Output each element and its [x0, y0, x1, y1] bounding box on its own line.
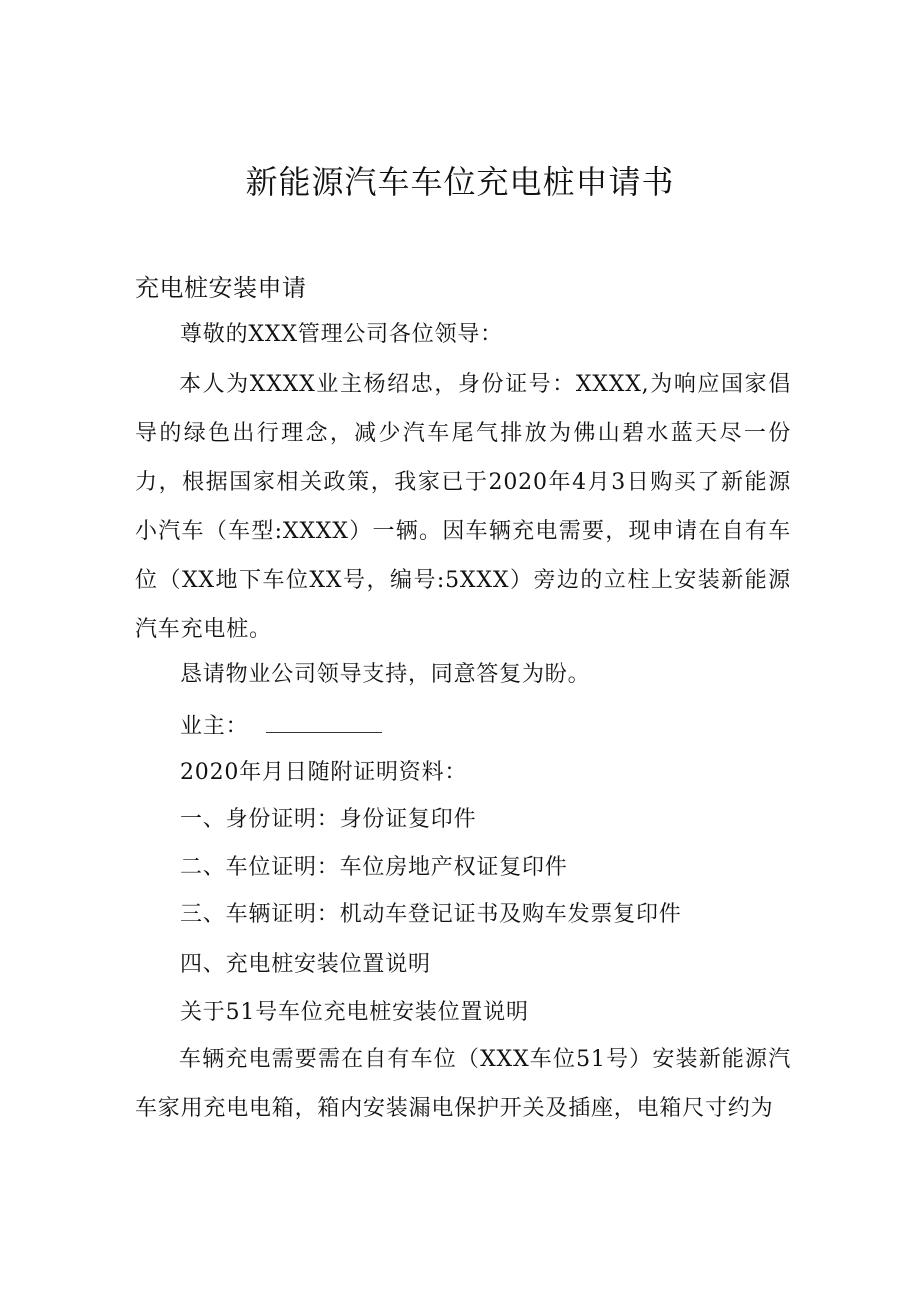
section-heading: 充电桩安装申请 — [135, 274, 307, 302]
owner-signature-line — [180, 710, 382, 742]
location-paragraph: 车辆充电需要需在自有车位（XXX车位51号）安装新能源汽车家用充电电箱，箱内安装漏电保护开关及插座，电箱尺寸约为 — [135, 1047, 791, 1121]
attachment-item: 三、车辆证明：机动车登记证书及购车发票复印件 — [180, 902, 682, 927]
document-title: 新能源汽车车位充电桩申请书 — [245, 163, 675, 201]
salutation: 尊敬的XXX管理公司各位领导： — [180, 322, 503, 347]
attachment-item: 一、身份证明：身份证复印件 — [180, 807, 477, 832]
signature-blank — [266, 710, 382, 733]
request-line: 恳请物业公司领导支持，同意答复为盼。 — [180, 662, 591, 687]
date-attachments-line: 2020年月日随附证明资料： — [180, 760, 468, 785]
location-heading: 关于51号车位充电桩安装位置说明 — [180, 1000, 529, 1025]
attachment-item: 二、车位证明：车位房地产权证复印件 — [180, 855, 568, 880]
owner-label: 业主： — [180, 714, 249, 739]
attachment-item: 四、充电桩安装位置说明 — [180, 952, 431, 977]
application-paragraph: 本人为XXXX业主杨绍忠，身份证号：XXXX,为响应国家倡导的绿色出行理念，减少汽车尾气排放为佛山碧水蓝天尽一份力，根据国家相关政策，我家已于2020年4月3日购买了新能源小汽车（车型:XXXX）一辆。因车辆充电需要，现申请在自有车位（XX地下车位XX号，编号:5XXX）旁边的立柱上安装新能源汽车充电桩。 — [135, 372, 791, 642]
